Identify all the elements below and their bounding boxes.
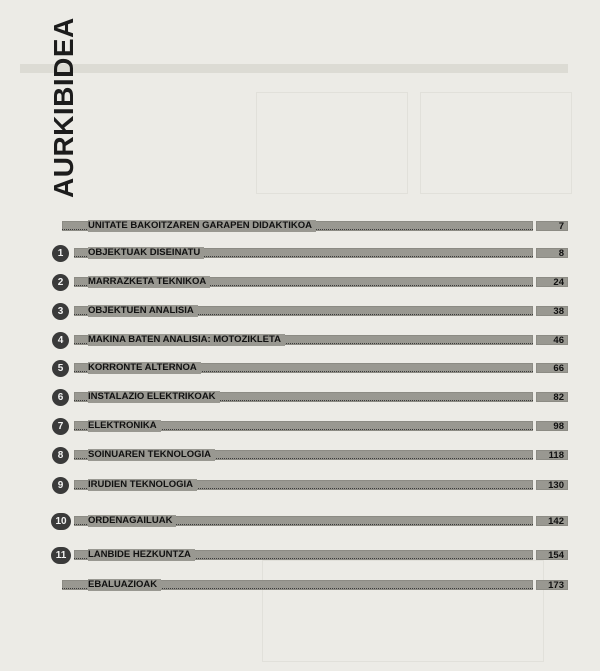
toc-entry[interactable] [0,446,600,466]
toc-entry[interactable] [0,273,600,293]
entry-title: KORRONTE ALTERNOA [88,362,201,374]
page-title: AURKIBIDEA [48,17,79,198]
page-number: 154 [548,550,564,561]
toc-entry[interactable] [0,576,600,596]
page-number-box [536,221,568,231]
page-number: 8 [558,248,564,259]
chapter-number-badge: 6 [52,389,69,406]
chapter-number-badge: 3 [52,303,69,320]
toc-entry[interactable] [0,388,600,408]
page-number: 82 [553,392,564,403]
chapter-number-badge: 9 [52,477,69,494]
chapter-number-badge: 4 [52,332,69,349]
chapter-number-badge: 2 [52,274,69,291]
page-number: 130 [548,480,564,491]
page-number-box [536,516,568,526]
page-number: 173 [548,580,564,591]
page-number-box [536,248,568,258]
page-number-box [536,392,568,402]
page-number-box [536,335,568,345]
entry-title: UNITATE BAKOITZAREN GARAPEN DIDAKTIKOA [88,220,316,232]
chapter-number-badge: 1 [52,245,69,262]
toc-entry[interactable] [0,512,600,532]
page-number-box [536,306,568,316]
toc-entry[interactable] [0,546,600,566]
page-number: 7 [558,221,564,232]
entry-title: ELEKTRONIKA [88,420,161,432]
entry-title: LANBIDE HEZKUNTZA [88,549,195,561]
entry-title: ORDENAGAILUAK [88,515,176,527]
entry-title: SOINUAREN TEKNOLOGIA [88,449,215,461]
page-number-box [536,580,568,590]
toc-entry[interactable] [0,417,600,437]
toc-entry[interactable] [0,331,600,351]
page-number: 118 [548,450,564,461]
toc-entry[interactable] [0,302,600,322]
toc-entry[interactable] [0,217,600,237]
entry-title: EBALUAZIOAK [88,579,161,591]
page-number-box [536,363,568,373]
entry-title: MAKINA BATEN ANALISIA: MOTOZIKLETA [88,334,285,346]
page-number-box [536,277,568,287]
page-number-box [536,421,568,431]
page-number: 38 [553,306,564,317]
chapter-number-badge: 7 [52,418,69,435]
entry-title: OBJEKTUAK DISEINATU [88,247,204,259]
entry-title: MARRAZKETA TEKNIKOA [88,276,210,288]
page-number: 24 [553,277,564,288]
entry-title: INSTALAZIO ELEKTRIKOAK [88,391,220,403]
page-number: 142 [548,516,564,527]
page-number: 98 [553,421,564,432]
chapter-number-badge: 10 [51,513,71,530]
entry-title: OBJEKTUEN ANALISIA [88,305,198,317]
page-number-box [536,450,568,460]
toc-entry[interactable] [0,244,600,264]
page-number: 66 [553,363,564,374]
chapter-number-badge: 11 [51,547,71,564]
toc-entry[interactable] [0,359,600,379]
page-number-box [536,480,568,490]
chapter-number-badge: 5 [52,360,69,377]
chapter-number-badge: 8 [52,447,69,464]
page-number-box [536,550,568,560]
page-number: 46 [553,335,564,346]
entry-title: IRUDIEN TEKNOLOGIA [88,479,197,491]
toc-entry[interactable] [0,476,600,496]
